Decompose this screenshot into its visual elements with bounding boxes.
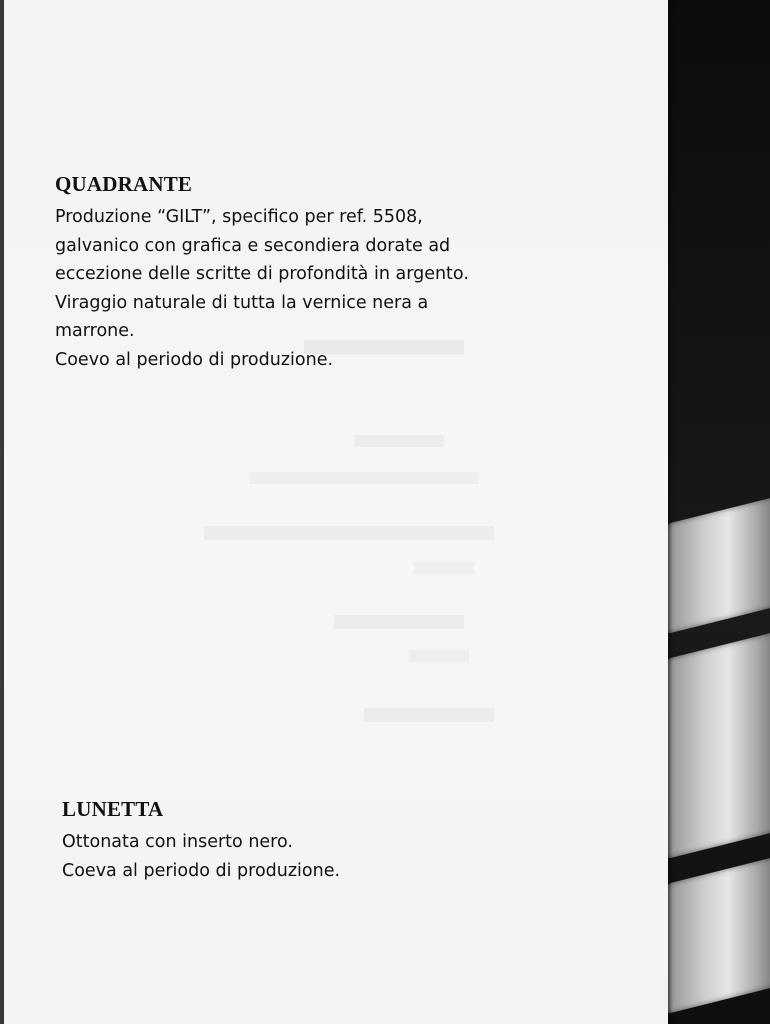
bracelet-link [665, 856, 770, 1015]
section-title: QUADRANTE [55, 172, 193, 196]
body-line: eccezione delle scritte di profondità in argento. [55, 264, 469, 284]
body-line: marrone. [55, 321, 135, 341]
section-title: LUNETTA [62, 797, 164, 821]
section-body [55, 203, 469, 374]
body-line: Coevo al periodo di produzione. [55, 349, 334, 370]
show-through-mark [334, 615, 464, 629]
body-line: Coeva al periodo di produzione. [62, 860, 341, 881]
show-through-mark [249, 472, 479, 484]
bracelet-link [665, 496, 770, 635]
show-through-mark [364, 708, 494, 722]
body-line: galvanico con grafica e secondiera dorate ad [55, 235, 451, 256]
section-quadrante [55, 172, 469, 374]
show-through-mark [204, 526, 494, 540]
section-lunetta [62, 797, 340, 885]
show-through-mark [354, 435, 444, 447]
body-line: Produzione “GILT”, specifico per ref. 5508, [55, 207, 423, 227]
body-line: Viraggio naturale di tutta la vernice nera a [55, 292, 429, 313]
show-through-mark [409, 650, 469, 662]
watch-bracelet [660, 470, 770, 1024]
section-body [62, 828, 340, 885]
body-line: Ottonata con inserto nero. [62, 832, 293, 852]
show-through-mark [414, 562, 474, 574]
bracelet-link [665, 631, 770, 860]
document-page [4, 0, 668, 1024]
